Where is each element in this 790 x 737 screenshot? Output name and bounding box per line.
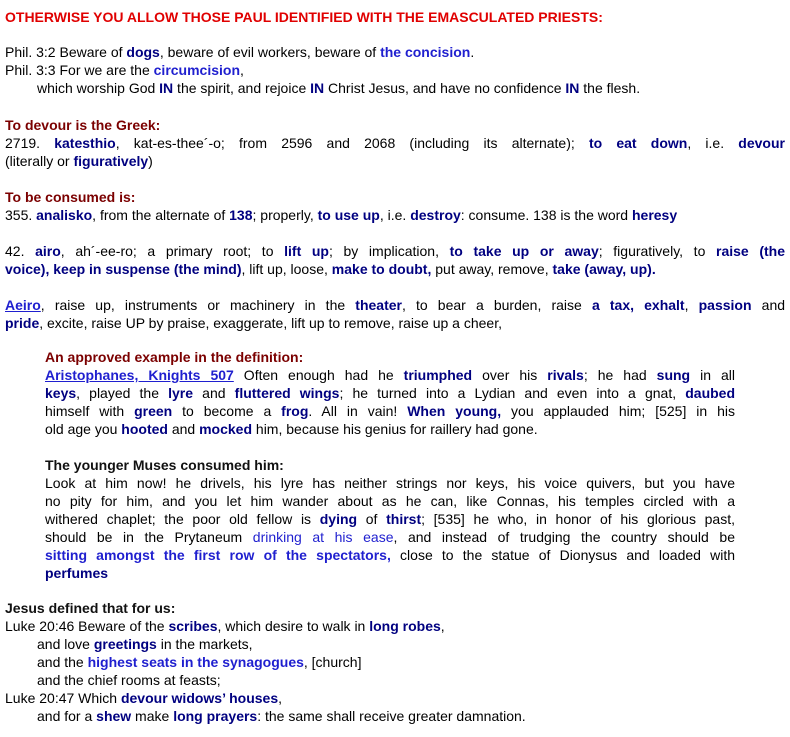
phil-3-3 [5, 61, 244, 79]
text: devour [738, 135, 785, 151]
text: greetings [93, 636, 157, 652]
text: close to the statue of Dionysus and loaded with [390, 547, 736, 563]
text: , beware of evil workers, beware of [159, 44, 381, 60]
jesus-heading: Jesus defined that for us: [5, 600, 176, 616]
consumed-def [5, 206, 677, 224]
text: pride [5, 315, 40, 331]
text: in the markets, [156, 636, 253, 652]
text: to use up [317, 207, 380, 223]
text: 2719. [5, 135, 55, 151]
text: make [131, 708, 174, 724]
muses-line [45, 546, 735, 564]
text: ; by implication, [328, 243, 450, 259]
text: passion [698, 297, 752, 313]
text: to eat down [588, 135, 688, 151]
text: , [440, 618, 445, 634]
text: theater [355, 297, 402, 313]
airo-def [5, 242, 785, 260]
airo-def-cont [5, 260, 656, 278]
text: mocked [199, 421, 253, 437]
text: sung [656, 367, 691, 383]
text: ; properly, [252, 207, 318, 223]
text: keys [45, 385, 77, 401]
text: and [751, 297, 786, 313]
text: airo [35, 243, 61, 259]
text: : consume. 138 is the word [460, 207, 632, 223]
text: highest seats in the synagogues [87, 654, 304, 670]
text: raise (the [716, 243, 785, 259]
text: the spirit, and rejoice [173, 80, 311, 96]
text: IN [310, 80, 325, 96]
text: circumcision [153, 62, 241, 78]
text: Often enough had he [233, 367, 404, 383]
text: withered chaplet; the poor old fellow is [45, 511, 320, 527]
text: triumphed [403, 367, 473, 383]
text: frog [281, 403, 309, 419]
text: devour widows’ houses [120, 690, 279, 706]
text: 138 [229, 207, 253, 223]
text: , played the [76, 385, 169, 401]
text: shew [96, 708, 132, 724]
text: , and instead of trudging the country should be [393, 529, 735, 545]
text: old age you [45, 421, 122, 437]
devour-def-cont [5, 152, 153, 170]
luke-line [37, 635, 253, 653]
text: . [470, 44, 475, 60]
text: of [357, 511, 387, 527]
text: you applauded him; [525] in his [501, 403, 735, 419]
aeiro-def-cont [5, 314, 502, 332]
text: , raise up, instruments or machinery in the [40, 297, 356, 313]
text: long prayers [173, 708, 258, 724]
text: the concision [380, 44, 471, 60]
text: and for a [37, 708, 97, 724]
text: Luke 20:46 Beware of the [5, 618, 169, 634]
text: daubed [685, 385, 736, 401]
text: ; he turned into a Lydian and even into a gnat, [339, 385, 686, 401]
text: should be in the Prytaneum [45, 529, 253, 545]
text: and [193, 385, 235, 401]
luke-line [37, 707, 526, 725]
text: , to bear a burden, raise [401, 297, 592, 313]
text: long robes [369, 618, 441, 634]
text: lyre [168, 385, 194, 401]
text: 42. [5, 243, 36, 259]
example-line [45, 366, 735, 384]
text: scribes [168, 618, 218, 634]
text: and love [37, 636, 94, 652]
text: himself with [45, 403, 135, 419]
muses-line: no pity for him, and you let him wander about as he can, like Connas, his temples circled with a [45, 493, 735, 509]
text: Phil. 3:2 Beware of [5, 44, 127, 60]
text: ) [148, 153, 153, 169]
text: to become a [172, 403, 282, 419]
phil-3-3-cont [37, 79, 640, 97]
text: dogs [126, 44, 160, 60]
text: , kat-es-thee´-o; from 2596 and 2068 (including its alternate); [115, 135, 589, 151]
text: and [167, 421, 200, 437]
text: , lift up, loose, [241, 261, 332, 277]
text: , [240, 62, 244, 78]
text: Phil. 3:3 For we are the [5, 62, 154, 78]
muses-line [45, 528, 735, 546]
text: voice), keep in suspense (the mind) [5, 261, 242, 277]
text: ; figuratively, to [598, 243, 716, 259]
text: (literally or [5, 153, 74, 169]
text: analisko [36, 207, 93, 223]
example-heading: An approved example in the definition: [45, 349, 304, 365]
aeiro-def [5, 296, 785, 314]
muses-heading: The younger Muses consumed him: [45, 457, 284, 473]
text: him, because his genius for raillery had gone. [252, 421, 538, 437]
phil-3-2 [5, 43, 474, 61]
text: dying [319, 511, 358, 527]
text: figuratively [73, 153, 149, 169]
text: , i.e. [687, 135, 739, 151]
consumed-heading: To be consumed is: [5, 189, 136, 205]
text: to take up or away [449, 243, 599, 259]
muses-line: perfumes [45, 565, 109, 581]
text: ; he had [583, 367, 657, 383]
text: heresy [631, 207, 678, 223]
text: put away, remove, [431, 261, 553, 277]
text: green [134, 403, 173, 419]
text: 355. [5, 207, 37, 223]
text: and the [37, 654, 88, 670]
text: a tax, exhalt [591, 297, 685, 313]
text: drinking at his ease [252, 529, 394, 545]
text: , excite, raise UP by praise, exaggerate, lift up to remove, raise up a cheer, [39, 315, 502, 331]
text: , ah´-ee-ro; a primary root; to [60, 243, 285, 259]
text: lift up [284, 243, 329, 259]
text: make to doubt, [331, 261, 432, 277]
text: , from the alternate of [92, 207, 230, 223]
example-line [45, 384, 735, 402]
text: thirst [386, 511, 422, 527]
text: over his [472, 367, 548, 383]
knights-link[interactable]: Aristophanes, Knights 507 [45, 367, 234, 383]
text: hooted [121, 421, 168, 437]
text: which worship God [37, 80, 160, 96]
text: destroy [410, 207, 461, 223]
luke-20-47 [5, 689, 282, 707]
page-title: OTHERWISE YOU ALLOW THOSE PAUL IDENTIFIED WITH THE EMASCULATED PRIESTS: [5, 9, 603, 25]
text: rivals [547, 367, 584, 383]
text: , which desire to walk in [217, 618, 370, 634]
muses-line [45, 510, 735, 528]
text: katesthio [54, 135, 116, 151]
text: the flesh. [579, 80, 641, 96]
text: in all [690, 367, 736, 383]
devour-def [5, 134, 785, 152]
text: Christ Jesus, and have no confidence [324, 80, 566, 96]
text: sitting amongst the first row of the spectators, [45, 547, 391, 563]
luke-20-46 [5, 617, 445, 635]
luke-line [37, 653, 361, 671]
example-line [45, 420, 538, 438]
devour-heading: To devour is the Greek: [5, 117, 161, 133]
text: Luke 20:47 Which [5, 690, 121, 706]
text: , [278, 690, 283, 706]
text: , [684, 297, 699, 313]
example-line [45, 402, 735, 420]
text: : the same shall receive greater damnation. [257, 708, 526, 724]
text: IN [565, 80, 580, 96]
text: . All in vain! [308, 403, 408, 419]
luke-line: and the chief rooms at feasts; [37, 672, 221, 688]
text: IN [159, 80, 174, 96]
text: , i.e. [379, 207, 411, 223]
muses-line: Look at him now! he drivels, his lyre has neither strings nor keys, his voice quivers, but you have [45, 475, 735, 491]
text: When young, [407, 403, 502, 419]
text: , [church] [303, 654, 362, 670]
aeiro-link[interactable]: Aeiro [5, 297, 41, 313]
text: ; [535] he who, in honor of his glorious past, [421, 511, 735, 527]
text: take (away, up). [552, 261, 656, 277]
text: fluttered wings [234, 385, 340, 401]
